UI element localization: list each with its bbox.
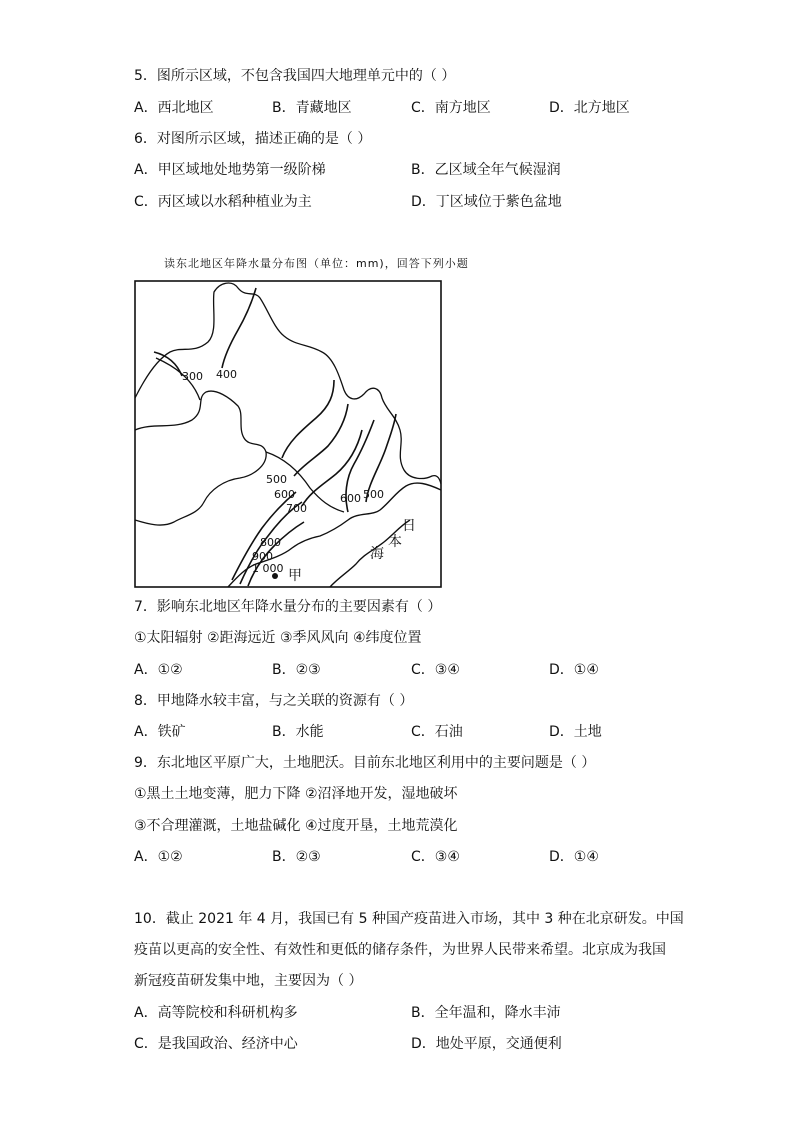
q7-stem: 7．影响东北地区年降水量分布的主要因素有（ ） — [134, 599, 442, 615]
label-jia: 甲 — [288, 568, 302, 584]
q7-option-a: A．①② — [134, 662, 183, 678]
q5-option-b: B．青藏地区 — [272, 100, 352, 116]
q5-option-a: A．西北地区 — [134, 100, 214, 116]
label-500-east: 500 — [363, 488, 384, 501]
label-1000: 1 000 — [252, 562, 284, 575]
q8-option-a: A．铁矿 — [134, 724, 186, 740]
q9-option-d: D．①④ — [549, 849, 599, 865]
q8-option-d: D．土地 — [549, 724, 602, 740]
q10-stem-line-2: 疫苗以更高的安全性、有效性和更低的储存条件，为世界人民带来希望。北京成为我国 — [134, 942, 666, 958]
label-ben: 本 — [388, 534, 402, 550]
q9-items-1: ①黑土土地变薄，肥力下降 ②沼泽地开发，湿地破坏 — [134, 786, 458, 802]
label-800: 800 — [260, 536, 281, 549]
q10-option-a: A．高等院校和科研机构多 — [134, 1005, 298, 1021]
q9-option-c: C．③④ — [411, 849, 460, 865]
label-700: 700 — [286, 502, 307, 515]
q6-stem: 6．对图所示区域，描述正确的是（ ） — [134, 131, 372, 147]
q6-option-a: A．甲区域地处地势第一级阶梯 — [134, 162, 326, 178]
q7-factors: ①太阳辐射 ②距海远近 ③季风风向 ④纬度位置 — [134, 630, 422, 646]
q6-option-b: B．乙区域全年气候湿润 — [411, 162, 561, 178]
label-900: 900 — [252, 550, 273, 563]
label-ri: 日 — [402, 518, 416, 534]
label-400: 400 — [216, 368, 237, 381]
q7-option-b: B．②③ — [272, 662, 321, 678]
q9-items-2: ③不合理灌溉，土地盐碱化 ④过度开垦，土地荒漠化 — [134, 818, 458, 834]
q10-stem-line-3: 新冠疫苗研发集中地，主要因为（ ） — [134, 973, 363, 989]
q9-stem: 9．东北地区平原广大，土地肥沃。目前东北地区利用中的主要问题是（ ） — [134, 755, 596, 771]
label-500-west: 500 — [266, 473, 287, 486]
precipitation-map — [134, 280, 442, 588]
q5-stem: 5．图所示区域，不包含我国四大地理单元中的（ ） — [134, 68, 456, 84]
label-600-east: 600 — [340, 492, 361, 505]
label-hai: 海 — [370, 546, 384, 562]
q6-option-d: D．丁区域位于紫色盆地 — [411, 194, 562, 210]
q10-option-b: B．全年温和，降水丰沛 — [411, 1005, 561, 1021]
q8-option-c: C．石油 — [411, 724, 463, 740]
q10-stem-line-1: 10．截止 2021 年 4 月，我国已有 5 种国产疫苗进入市场，其中 3 种在北京研发。中国 — [134, 911, 684, 927]
q6-option-c: C．丙区域以水稻种植业为主 — [134, 194, 312, 210]
q5-option-d: D．北方地区 — [549, 100, 630, 116]
q10-option-c: C．是我国政治、经济中心 — [134, 1036, 298, 1052]
map-caption: 读东北地区年降水量分布图（单位：mm)，回答下列小题 — [164, 257, 469, 270]
q7-option-d: D．①④ — [549, 662, 599, 678]
q9-option-a: A．①② — [134, 849, 183, 865]
label-300: 300 — [182, 370, 203, 383]
q8-option-b: B．水能 — [272, 724, 324, 740]
q7-option-c: C．③④ — [411, 662, 460, 678]
q9-option-b: B．②③ — [272, 849, 321, 865]
q10-option-d: D．地处平原，交通便利 — [411, 1036, 562, 1052]
q8-stem: 8．甲地降水较丰富，与之关联的资源有（ ） — [134, 693, 414, 709]
label-600-west: 600 — [274, 488, 295, 501]
q5-option-c: C．南方地区 — [411, 100, 491, 116]
